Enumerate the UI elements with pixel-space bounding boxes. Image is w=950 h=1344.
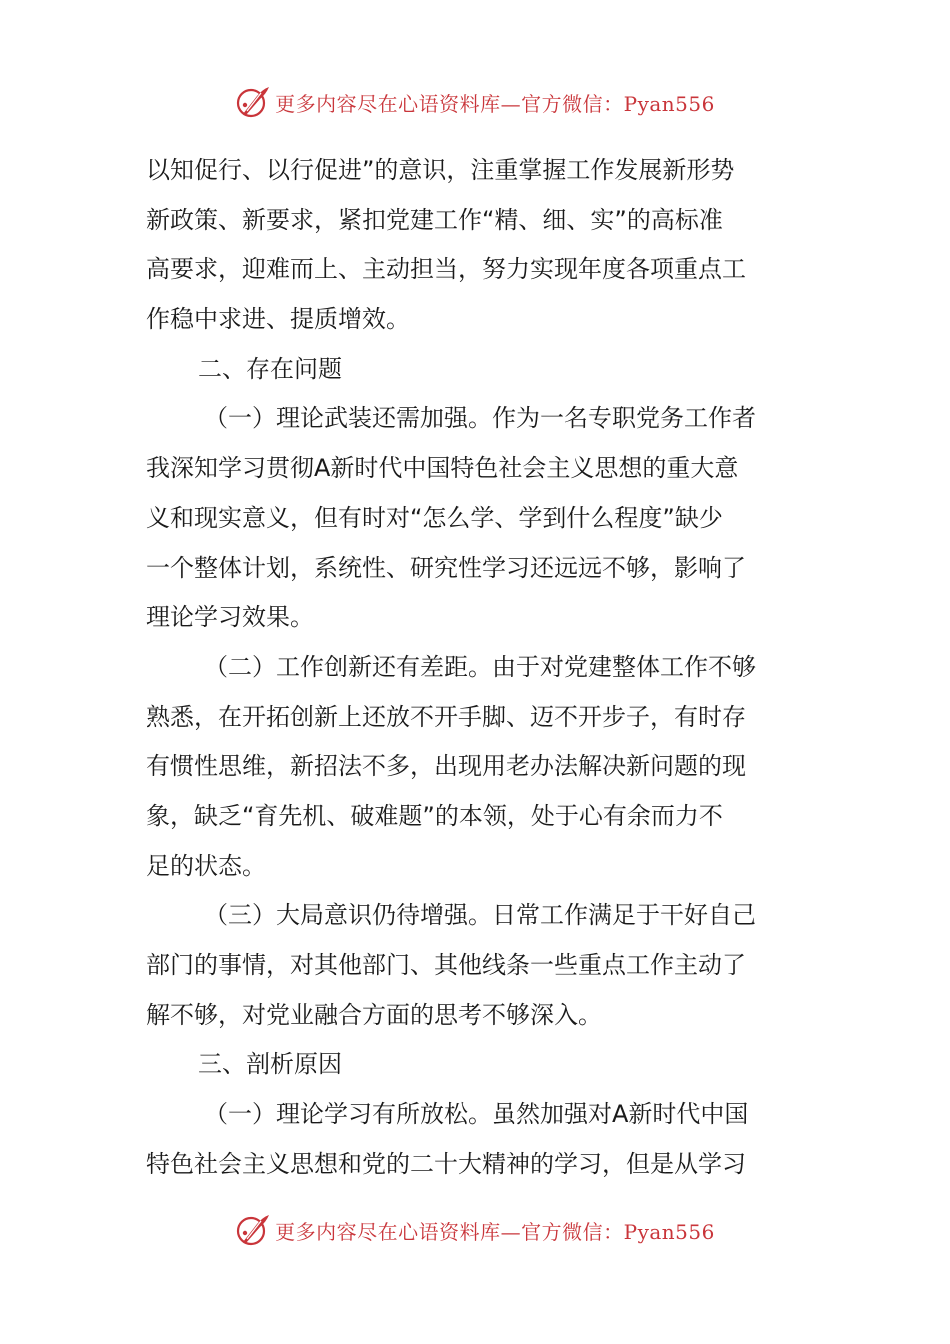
text-line: 以知促行、以行促进”的意识，注重掌握工作发展新形势 bbox=[146, 156, 735, 184]
text-line: 象，缺乏“育先机、破难题”的本领，处于心有余而力不 bbox=[146, 801, 723, 830]
text-line: （一）理论学习有所放松。虽然加强对A新时代中国 bbox=[204, 1100, 749, 1129]
text-line: 一个整体计划，系统性、研究性学习还远远不够，影响了 bbox=[146, 553, 746, 582]
text-line: 我深知学习贯彻A新时代中国特色社会主义思想的重大意 bbox=[146, 454, 739, 483]
text-line: （二）工作创新还有差距。由于对党建整体工作不够 bbox=[204, 652, 756, 681]
text-line: 新政策、新要求，紧扣党建工作“精、细、实”的高标准 bbox=[146, 205, 723, 234]
header-banner bbox=[0, 80, 950, 124]
text-line: （一）理论武装还需加强。作为一名专职党务工作者 bbox=[204, 404, 756, 433]
text-line: 熟悉，在开拓创新上还放不开手脚、迈不开步子，有时存 bbox=[146, 702, 746, 731]
text-line: 义和现实意义，但有时对“怎么学、学到什么程度”缺少 bbox=[146, 503, 723, 532]
text-line: 有惯性思维，新招法不多，出现用老办法解决新问题的现 bbox=[146, 752, 746, 781]
text-line: （三）大局意识仍待增强。日常工作满足于干好自己 bbox=[204, 901, 756, 930]
document-body bbox=[146, 146, 806, 1189]
text-line: 高要求，迎难而上、主动担当，努力实现年度各项重点工 bbox=[146, 255, 746, 284]
footer-banner bbox=[0, 1208, 950, 1252]
text-line: 解不够，对党业融合方面的思考不够深入。 bbox=[146, 1000, 602, 1029]
footer-banner-text: 更多内容尽在心语资料库—官方微信：Pyan556 bbox=[275, 1219, 715, 1244]
text-line: 部门的事情，对其他部门、其他线条一些重点工作主动了 bbox=[146, 951, 746, 979]
quill-pen-circle-logo-icon bbox=[235, 1212, 271, 1248]
header-banner-text: 更多内容尽在心语资料库—官方微信：Pyan556 bbox=[275, 91, 715, 116]
text-line: 作稳中求进、提质增效。 bbox=[146, 305, 410, 334]
text-line: 足的状态。 bbox=[146, 851, 266, 880]
quill-pen-circle-logo-icon bbox=[235, 84, 271, 120]
text-line: 理论学习效果。 bbox=[146, 603, 314, 632]
section-heading: 二、存在问题 bbox=[198, 354, 342, 383]
text-line: 特色社会主义思想和党的二十大精神的学习，但是从学习 bbox=[146, 1149, 746, 1178]
section-heading: 三、剖析原因 bbox=[198, 1050, 342, 1079]
